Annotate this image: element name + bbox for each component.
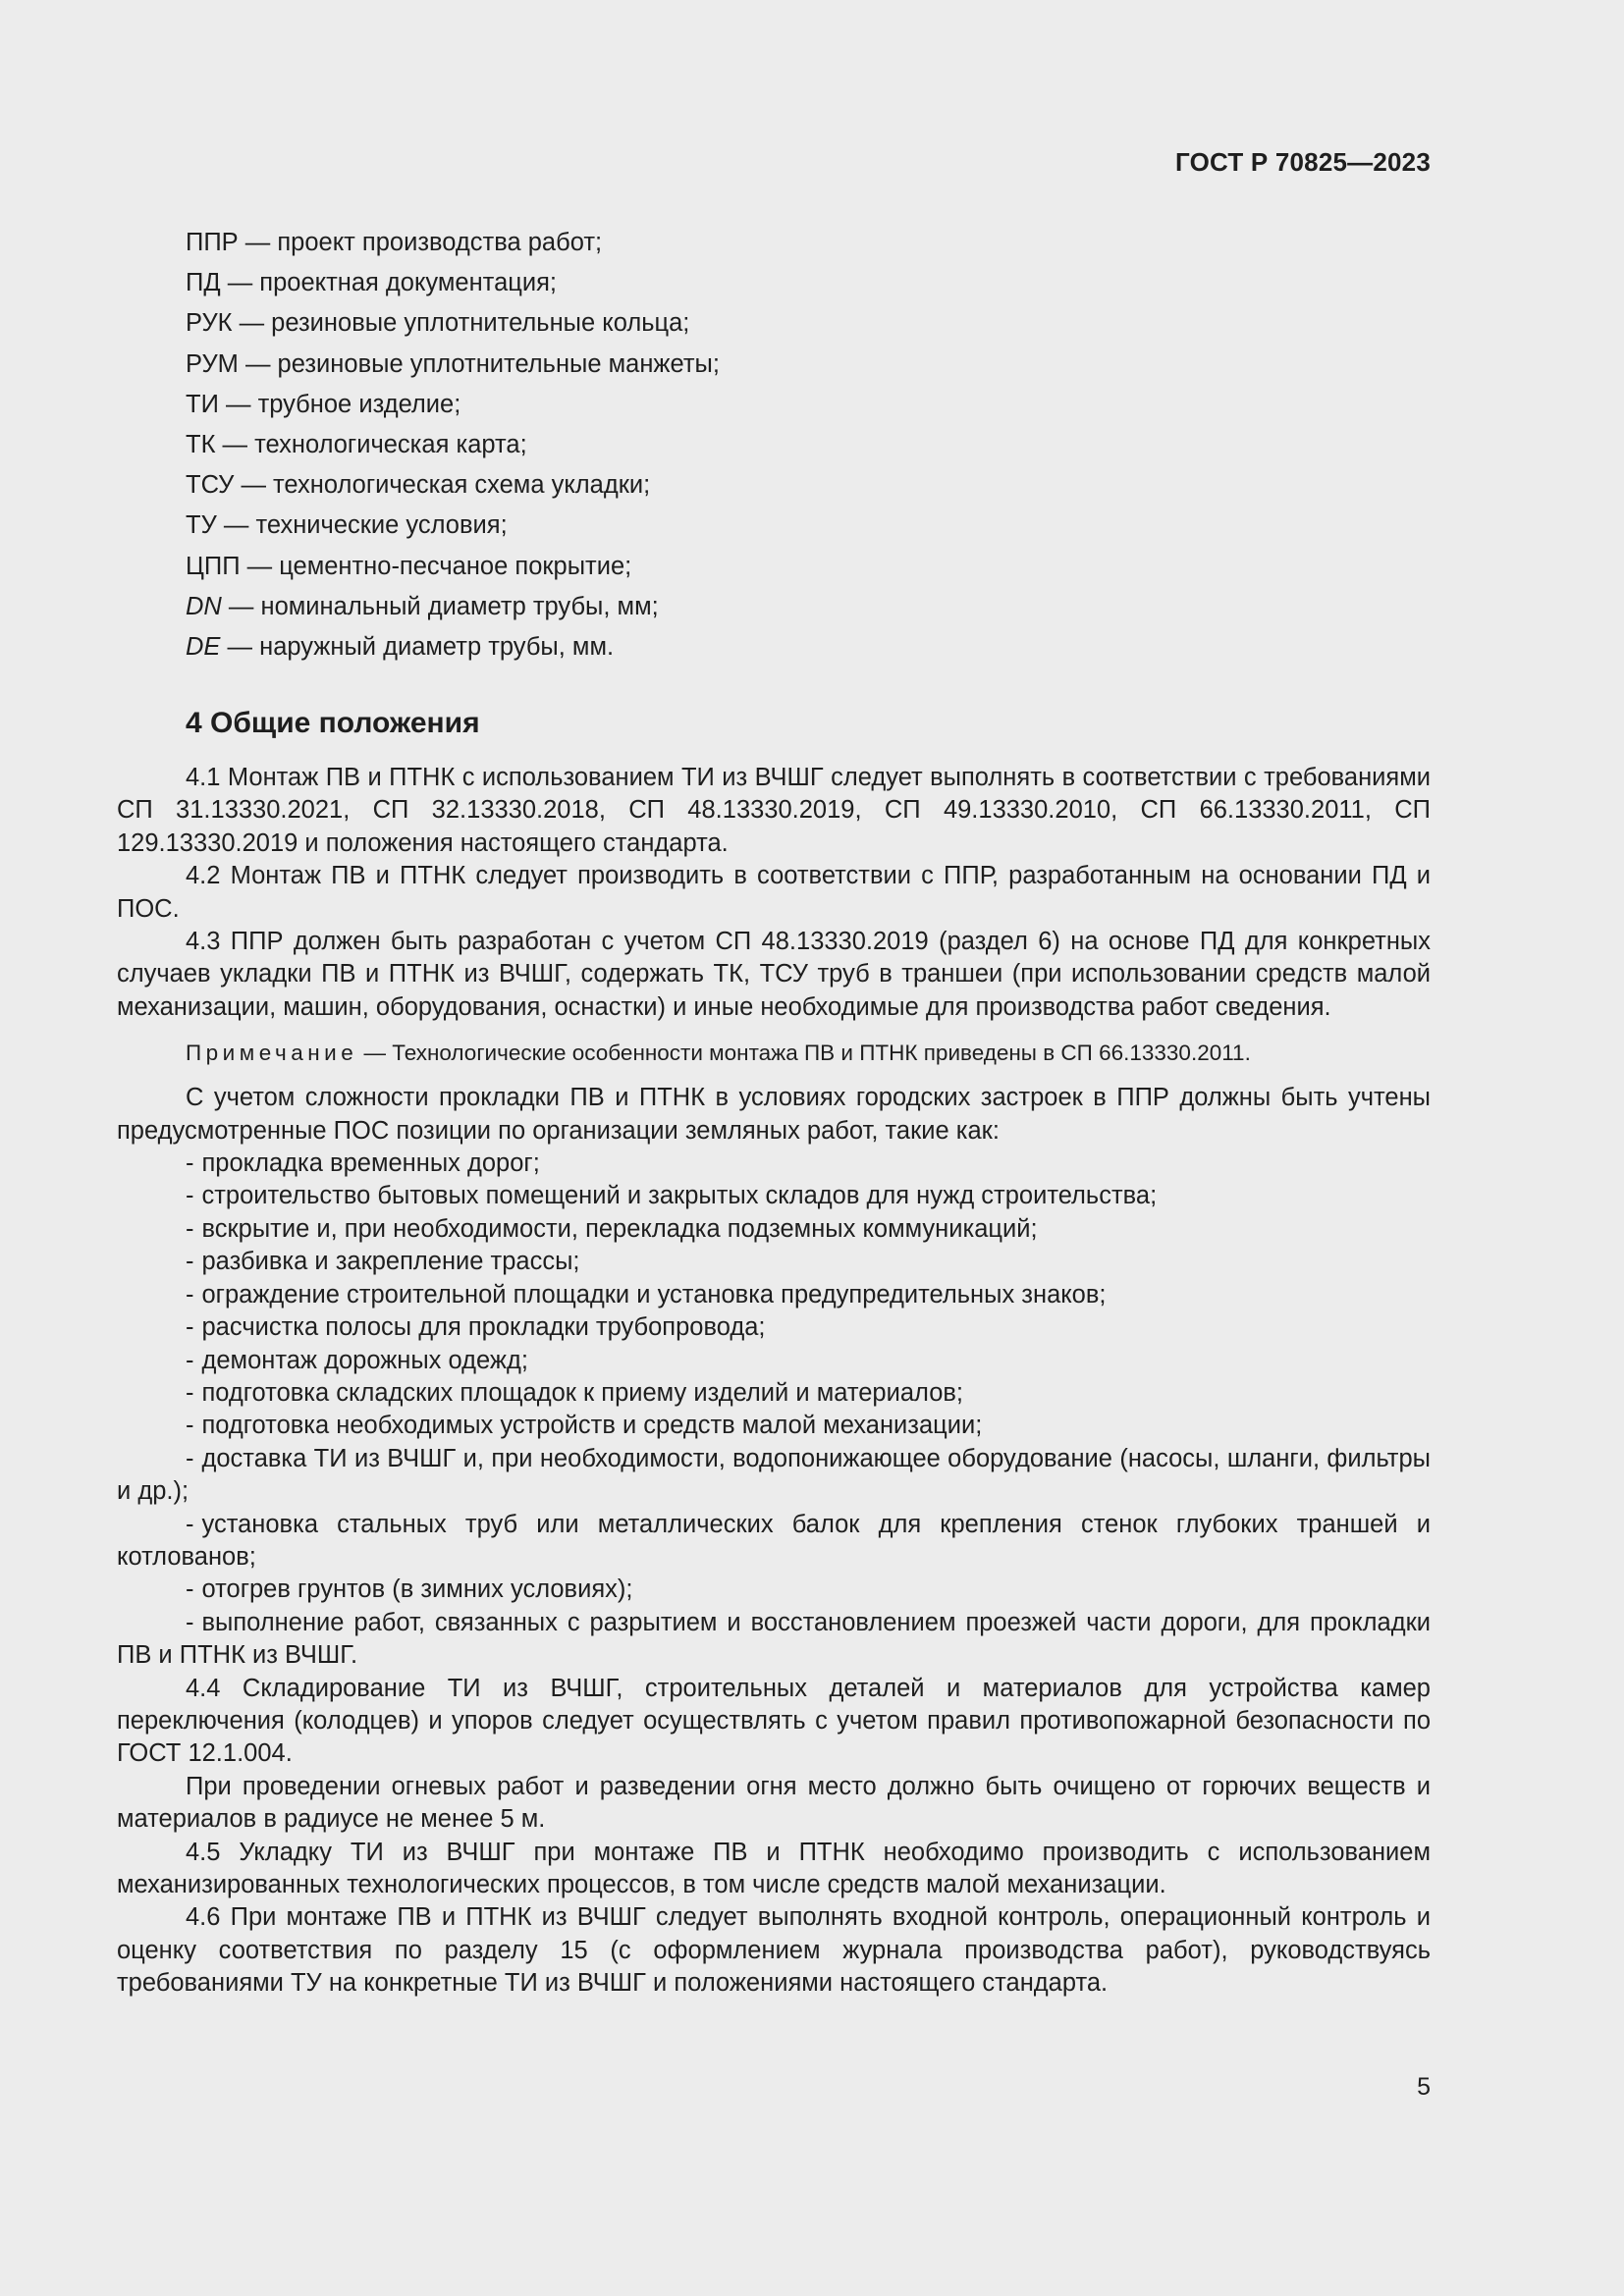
abbreviation-term: DN — [186, 592, 222, 620]
abbreviation-item — [186, 425, 1433, 465]
abbreviations-list — [186, 223, 1433, 667]
abbreviation-term: ТИ — [186, 390, 219, 418]
abbreviation-definition: — технологическая карта; — [215, 430, 527, 458]
abbreviation-term: ППР — [186, 229, 239, 256]
list-item: - демонтаж дорожных одежд; — [186, 1346, 528, 1374]
abbreviation-item — [186, 547, 1433, 587]
abbreviation-item — [186, 627, 1433, 667]
note-label: Примечание — [186, 1041, 358, 1066]
list-item: - подготовка складских площадок к приему изделий и материалов; — [186, 1378, 964, 1407]
list-item: - прокладка временных дорог; — [186, 1149, 540, 1178]
page-number: 5 — [1417, 2073, 1431, 2101]
dash-marker: - — [186, 1608, 194, 1636]
paragraph-4-4: 4.4 Складирование ТИ из ВЧШГ, строительных деталей и материалов для устройства камер переключения (колодцев) и упоров следует осуществлять с учетом правил противопожарной безопасности по ГОСТ 12.1.004. — [117, 1674, 1431, 1768]
abbreviation-definition: — цементно-песчаное покрытие; — [240, 552, 632, 580]
note-text: — Технологические особенности монтажа ПВ и ПТНК приведены в СП 66.13330.2011. — [357, 1041, 1251, 1066]
list-item: - отогрев грунтов (в зимних условиях); — [186, 1575, 633, 1604]
abbreviation-term: DE — [186, 632, 221, 661]
dash-marker: - — [186, 1575, 194, 1604]
dash-marker: - — [186, 1510, 194, 1538]
abbreviation-item — [186, 303, 1433, 344]
paragraph-4-1: 4.1 Монтаж ПВ и ПТНК с использованием ТИ из ВЧШГ следует выполнять в соответствии с требованиями СП 31.13330.2021, СП 32.13330.2018, СП 48.13330.2019, СП 49.13330.2010, СП 66.13330.2011, СП 129.13330.2019 и положения настоящего стандарта. — [117, 764, 1431, 857]
list-item: - выполнение работ, связанных с разрытием и восстановлением проезжей части дороги, для прокладки ПВ и ПТНК из ВЧШГ. — [117, 1608, 1431, 1670]
dash-marker: - — [186, 1149, 194, 1178]
abbreviation-term: ТУ — [186, 511, 217, 540]
abbreviation-definition: — проект производства работ; — [238, 229, 603, 256]
paragraph-4-5: 4.5 Укладку ТИ из ВЧШГ при монтаже ПВ и ПТНК необходимо производить с использованием механизированных технологических процессов, в том числе средств малой механизации. — [117, 1838, 1431, 1898]
document-code: ГОСТ Р 70825—2023 — [1175, 147, 1431, 177]
abbreviation-term: РУМ — [186, 349, 239, 378]
abbreviation-definition: — наружный диаметр трубы, мм. — [220, 632, 615, 661]
list-item: - подготовка необходимых устройств и средств малой механизации; — [186, 1412, 983, 1440]
dash-marker: - — [186, 1444, 194, 1472]
abbreviation-item — [186, 506, 1433, 546]
abbreviation-item — [186, 223, 1433, 263]
abbreviation-item — [186, 587, 1433, 627]
paragraph-fire-safety: При проведении огневых работ и разведении огня место должно быть очищено от горючих веществ и материалов в радиусе не менее 5 м. — [117, 1772, 1431, 1834]
abbreviation-item — [186, 345, 1433, 385]
abbreviation-definition: — проектная документация; — [220, 269, 557, 297]
dash-marker: - — [186, 1346, 194, 1374]
section-title: 4 Общие положения — [186, 707, 480, 739]
abbreviation-item — [186, 263, 1433, 303]
dash-marker: - — [186, 1313, 194, 1342]
list-item: - строительство бытовых помещений и закрытых складов для нужд строительства; — [186, 1182, 1158, 1210]
dash-marker: - — [186, 1214, 194, 1243]
list-item: - расчистка полосы для прокладки трубопровода; — [186, 1313, 766, 1342]
list-item: - доставка ТИ из ВЧШГ и, при необходимости, водопонижающее оборудование (насосы, шланги, фильтры и др.); — [117, 1444, 1431, 1506]
dash-marker: - — [186, 1248, 194, 1276]
list-item: - ограждение строительной площадки и установка предупредительных знаков; — [186, 1280, 1107, 1308]
abbreviation-term: ПД — [186, 269, 221, 297]
list-item: - установка стальных труб или металлических балок для крепления стенок глубоких траншей и котлованов; — [117, 1510, 1431, 1571]
dash-marker: - — [186, 1182, 194, 1210]
abbreviation-definition: — резиновые уплотнительные кольца; — [232, 309, 690, 338]
paragraph-4-6: 4.6 При монтаже ПВ и ПТНК из ВЧШГ следует выполнять входной контроль, операционный контроль и оценку соответствия по разделу 15 (с оформлением журнала производства работ), руководствуясь требованиями ТУ на конкретные ТИ из ВЧШГ и положениями настоящего стандарта. — [117, 1903, 1431, 1998]
abbreviation-definition: — резиновые уплотнительные манжеты; — [238, 349, 720, 378]
list-item: - разбивка и закрепление трассы; — [186, 1248, 580, 1276]
abbreviation-term: ТСУ — [186, 471, 235, 500]
abbreviation-definition: — технические условия; — [216, 511, 508, 540]
dash-marker: - — [186, 1280, 194, 1308]
section-body — [117, 762, 1431, 2001]
paragraph-intro: С учетом сложности прокладки ПВ и ПТНК в условиях городских застроек в ППР должны быть учтены предусмотренные ПОС позиции по организации земляных работ, такие как: — [117, 1084, 1431, 1145]
note — [186, 1039, 1431, 1068]
list-item: - вскрытие и, при необходимости, перекладка подземных коммуникаций; — [186, 1214, 1038, 1243]
earthworks-list — [117, 1148, 1431, 1673]
abbreviation-definition: — технологическая схема укладки; — [234, 471, 651, 500]
dash-marker: - — [186, 1378, 194, 1407]
paragraph-4-2: 4.2 Монтаж ПВ и ПТНК следует производить в соответствии с ППР, разработанным на основании ПД и ПОС. — [117, 862, 1431, 923]
abbreviation-definition: — номинальный диаметр трубы, мм; — [221, 592, 659, 620]
abbreviation-item — [186, 465, 1433, 506]
abbreviation-item — [186, 385, 1433, 425]
abbreviation-definition: — трубное изделие; — [218, 390, 461, 418]
abbreviation-term: ТК — [186, 430, 216, 458]
abbreviation-term: ЦПП — [186, 552, 241, 580]
paragraph-4-3: 4.3 ППР должен быть разработан с учетом СП 48.13330.2019 (раздел 6) на основе ПД для конкретных случаев укладки ПВ и ПТНК из ВЧШГ, содержать ТК, ТСУ труб в траншеи (при использовании средств малой механизации, машин, оборудования, оснастки) и иные необходимые для производства работ сведения. — [117, 928, 1431, 1021]
dash-marker: - — [186, 1412, 194, 1440]
abbreviation-term: РУК — [186, 309, 233, 338]
